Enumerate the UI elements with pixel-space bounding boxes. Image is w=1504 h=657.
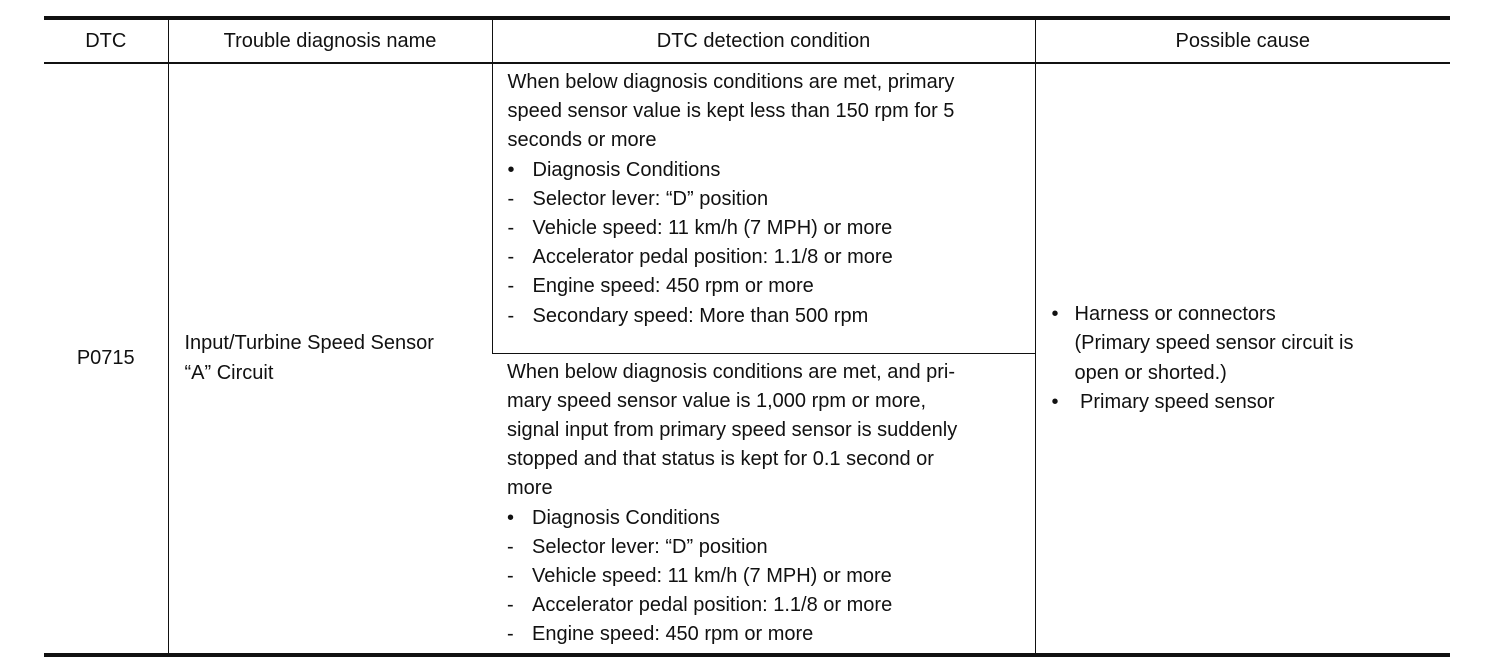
condition-1-text-line: When below diagnosis conditions are met, primary	[507, 71, 955, 93]
trouble-name-cell	[168, 63, 492, 655]
condition-2-item-text: Accelerator pedal position: 1.1/8 or more	[532, 594, 893, 617]
condition-1-list-item	[508, 185, 1025, 214]
condition-1-text-line: speed sensor value is kept less than 150 rpm for 5	[507, 100, 955, 123]
dash-marker: -	[507, 187, 515, 210]
condition-1-item-text: Accelerator pedal position: 1.1/8 or more	[532, 246, 893, 269]
cause-bullet-item	[1052, 388, 1441, 417]
header-trouble-diagnosis-name: Trouble diagnosis name	[168, 18, 492, 63]
condition-2-list-item	[507, 533, 1025, 562]
dash-marker: -	[507, 246, 515, 269]
dash-marker: -	[507, 275, 515, 298]
cause-item-1-detail-line-1: (Primary speed sensor circuit is	[1074, 332, 1354, 355]
dtc-table	[44, 16, 1450, 657]
condition-1-bullet-item	[508, 156, 1025, 185]
header-row	[44, 18, 1450, 63]
condition-2-text-line: mary speed sensor value is 1,000 rpm or more,	[507, 389, 927, 412]
dash-marker: -	[507, 217, 515, 240]
condition-1-item-text: Vehicle speed: 11 km/h (7 MPH) or more	[532, 217, 893, 240]
condition-2-text-line: signal input from primary speed sensor is suddenly	[507, 418, 958, 441]
detection-condition-1	[492, 63, 1035, 353]
condition-2-text-line: more	[507, 477, 553, 500]
condition-2-item-text: Selector lever: “D” position	[532, 535, 768, 558]
trouble-name-line-1: Input/Turbine Speed Sensor	[184, 332, 434, 355]
condition-2-item-text: Vehicle speed: 11 km/h (7 MPH) or more	[532, 564, 892, 587]
bullet-marker: •	[1051, 390, 1059, 413]
cause-item-1-detail-line-2: open or shorted.)	[1074, 361, 1227, 384]
detection-condition-2	[492, 353, 1035, 655]
condition-1-text-line: seconds or more	[507, 129, 657, 152]
condition-1-bullet-text: Diagnosis Conditions	[532, 158, 721, 181]
dash-marker: -	[507, 564, 514, 587]
bullet-marker: •	[507, 506, 515, 529]
cause-bullet-item	[1052, 300, 1441, 329]
header-dtc-detection-condition: DTC detection condition	[492, 18, 1035, 63]
cause-item-1: Harness or connectors	[1074, 302, 1276, 325]
dash-marker: -	[507, 594, 514, 617]
condition-1-list-item	[508, 214, 1025, 243]
condition-1-list-item	[508, 243, 1025, 272]
header-possible-cause: Possible cause	[1035, 18, 1450, 63]
condition-2-text-line: When below diagnosis conditions are met, and pri-	[507, 360, 956, 383]
trouble-name-line-2: “A” Circuit	[184, 361, 274, 384]
condition-2-text-line: stopped and that status is kept for 0.1 second or	[507, 448, 934, 471]
condition-1-item-text: Engine speed: 450 rpm or more	[532, 275, 814, 298]
condition-2-item-text: Engine speed: 450 rpm or more	[532, 623, 814, 646]
dtc-code-cell	[44, 63, 168, 655]
condition-2-bullet-item	[507, 504, 1025, 533]
condition-2-bullet-text: Diagnosis Conditions	[532, 506, 720, 529]
bullet-marker: •	[1051, 302, 1059, 325]
dash-marker: -	[507, 535, 514, 558]
condition-1-list-item	[508, 302, 1025, 331]
condition-2-list-item	[507, 562, 1025, 591]
header-dtc: DTC	[44, 18, 168, 63]
dash-marker: -	[507, 304, 515, 327]
dtc-code: P0715	[76, 346, 135, 369]
table-row	[44, 63, 1450, 353]
condition-2-list-item	[507, 591, 1025, 620]
condition-1-item-text: Selector lever: “D” position	[532, 187, 769, 210]
bullet-marker: •	[507, 158, 515, 181]
possible-cause-cell	[1035, 63, 1450, 655]
dash-marker: -	[507, 623, 514, 646]
condition-1-list-item	[508, 272, 1025, 301]
cause-item-2: Primary speed sensor	[1074, 390, 1275, 413]
condition-1-item-text: Secondary speed: More than 500 rpm	[532, 304, 869, 327]
condition-2-list-item	[507, 620, 1025, 649]
